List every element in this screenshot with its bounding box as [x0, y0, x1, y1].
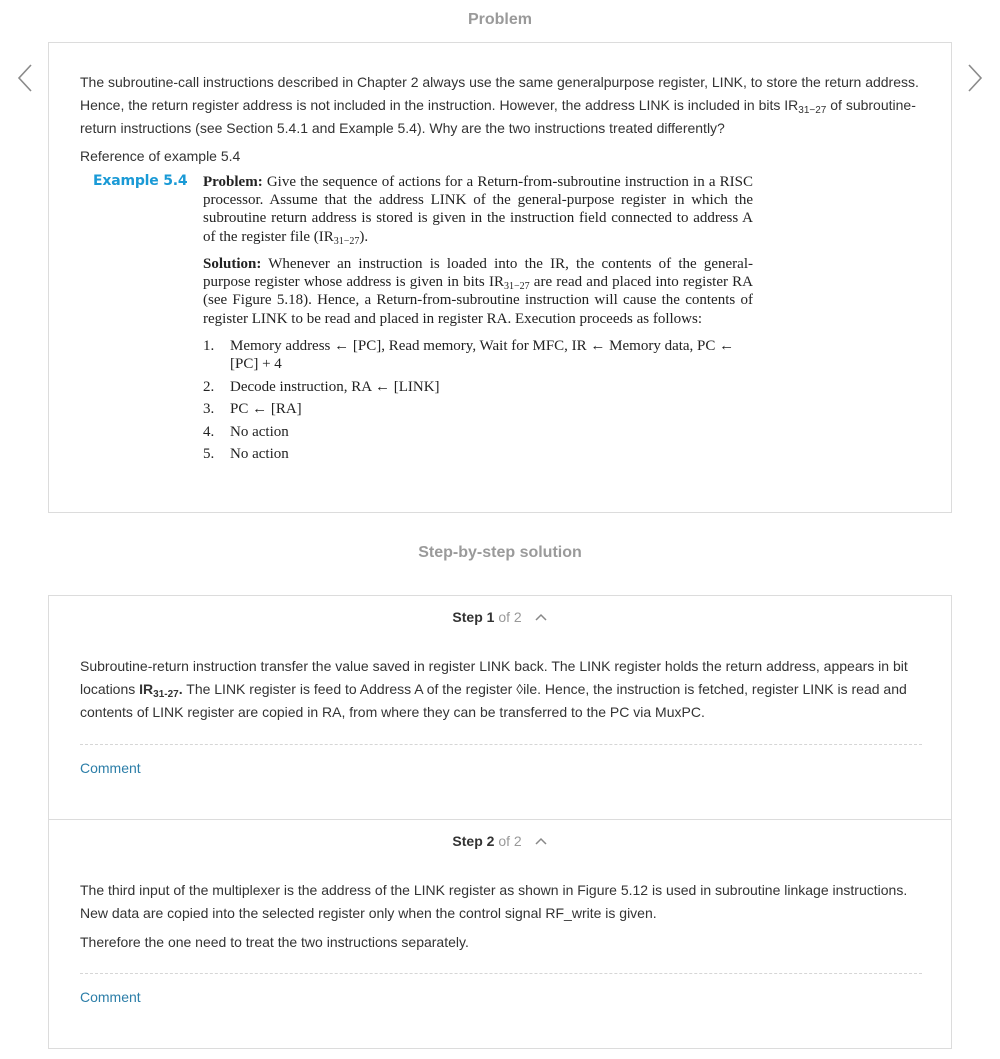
step-label: Step	[452, 833, 483, 849]
subscript: 31−27	[798, 105, 827, 116]
divider	[80, 744, 922, 745]
example-step-number: 1.	[203, 338, 215, 354]
step-total: of 2	[498, 609, 522, 625]
problem-statement	[80, 71, 930, 140]
step-paragraph: The third input of the multiplexer is the address of the LINK register as shown in Figure 5.12 is used in subroutine linkage instructions. New data are copied into the selected register only when the control signal RF_write is given.	[80, 882, 908, 921]
example-solution-heading: Solution:	[203, 256, 262, 272]
example-step-item	[203, 400, 763, 418]
example-step-item	[203, 445, 763, 463]
reference-label: Reference of example 5.4	[80, 148, 241, 164]
example-problem-paragraph	[203, 173, 753, 246]
example-solution-text: are read and placed into register RA (see Figure 5.18). Hence, a Return-from-subroutine instruction will cause the contents of register LINK to be read and placed in register RA. Execution proceeds as follows:	[203, 274, 753, 327]
step-total: of 2	[498, 833, 522, 849]
example-step-item	[203, 423, 763, 441]
problem-section-title: Problem	[467, 11, 532, 28]
step-header[interactable]	[49, 833, 951, 849]
step-text-bold: .	[178, 681, 183, 697]
previous-button[interactable]	[15, 62, 35, 94]
comment-link[interactable]: Comment	[80, 989, 141, 1005]
example-step-text: No action	[230, 423, 289, 440]
step-text-bold: IR	[139, 681, 154, 697]
solution-section-title: Step-by-step solution	[418, 544, 582, 561]
problem-text-part: of subroutine-return instructions (see Section 5.4.1 and Example 5.4). Why are the two instructions treated differently?	[80, 97, 916, 136]
step-label: Step	[452, 609, 483, 625]
example-step-list	[203, 337, 763, 468]
step-text: The LINK register is feed to Address A of the register ◊ile. Hence, the instruction is fetched, register LINK is read and contents of LINK register are copied in RA, from where they can be transferred to the PC via MuxPC.	[80, 681, 907, 720]
step-text: Subroutine-return instruction transfer the value saved in register LINK back. The LINK register holds the return address, appears in bit locations	[80, 658, 908, 697]
next-button[interactable]	[965, 62, 985, 94]
example-problem-text: ).	[359, 228, 369, 245]
example-problem-text: Give the sequence of actions for a Return-from-subroutine instruction in a RISC processor. Assume that the address LINK of the general-purpose register in which the subroutine return address is stored is given in the instruction field connected to address A of the register file (IR	[203, 174, 753, 245]
example-step-item	[203, 378, 763, 396]
subscript: 31−27	[333, 235, 360, 247]
step-paragraph: Therefore the one need to treat the two instructions separately.	[80, 934, 469, 950]
example-solution-text: Whenever an instruction is loaded into the IR, the contents of the general-purpose register whose address is given in bits IR	[203, 256, 753, 291]
problem-card	[48, 42, 952, 513]
example-step-number: 2.	[203, 378, 215, 395]
example-problem-heading: Problem:	[203, 174, 263, 190]
example-solution-paragraph	[203, 255, 753, 328]
chevron-left-icon	[15, 62, 35, 94]
chevron-right-icon	[965, 62, 985, 94]
example-label: Example 5.4	[93, 173, 188, 189]
step-number: 2	[486, 833, 495, 849]
example-step-item	[203, 337, 763, 373]
comment-link[interactable]: Comment	[80, 760, 141, 776]
step-number: 1	[486, 609, 495, 625]
example-step-text: Memory address ← [PC], Read memory, Wait for MFC, IR ← Memory data, PC ← [PC] + 4	[230, 338, 735, 372]
step-header[interactable]	[49, 609, 951, 625]
chevron-up-icon[interactable]	[534, 836, 548, 846]
divider	[80, 973, 922, 974]
example-step-number: 3.	[203, 401, 215, 418]
example-step-number: 5.	[203, 446, 215, 463]
problem-text-part: The subroutine-call instructions described in Chapter 2 always use the same generalpurpose register, LINK, to store the return address. Hence, the return register address is not included in the instruction. However, the address LINK is included in bits IR	[80, 74, 919, 113]
example-step-text: PC ← [RA]	[230, 401, 302, 418]
step-panel	[49, 820, 951, 1048]
step-panel	[49, 596, 951, 820]
step-body	[80, 655, 930, 724]
subscript: 31-27	[153, 689, 179, 700]
chevron-up-icon[interactable]	[534, 612, 548, 622]
example-step-text: No action	[230, 446, 289, 463]
example-step-text: Decode instruction, RA ← [LINK]	[230, 378, 440, 395]
step-body	[80, 879, 930, 960]
steps-card	[48, 595, 952, 1049]
subscript: 31−27	[503, 281, 530, 293]
example-step-number: 4.	[203, 423, 215, 440]
